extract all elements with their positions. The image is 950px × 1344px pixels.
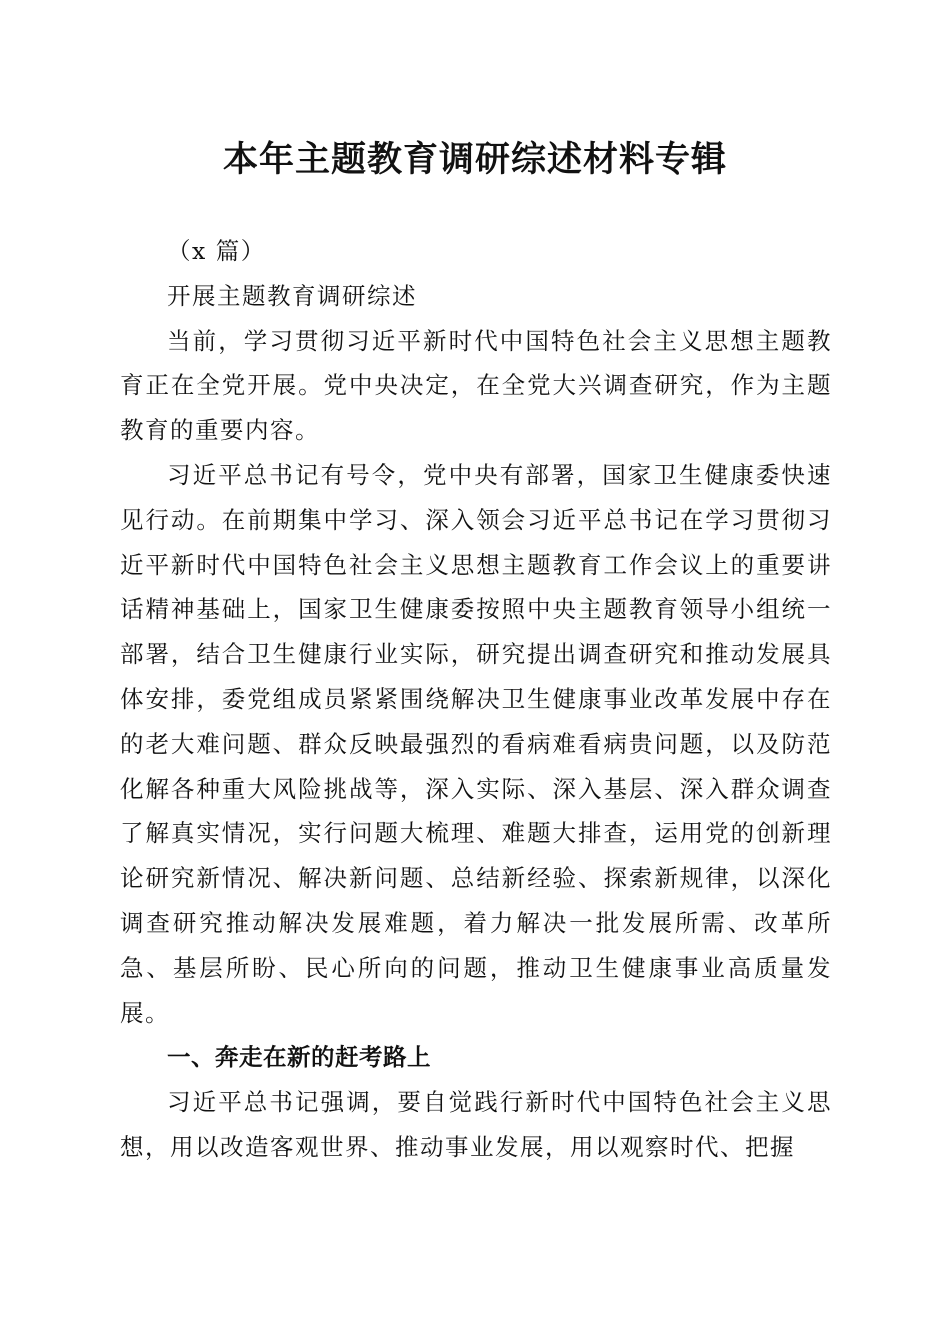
document-body [120, 229, 832, 1170]
paragraph-section-start: 习近平总书记强调，要自觉践行新时代中国特色社会主义思想，用以改造客观世界、推动事业发展，用以观察时代、把握 [120, 1088, 832, 1161]
article-count-label: （x 篇） [167, 237, 266, 265]
paragraph-main: 习近平总书记有号令，党中央有部署，国家卫生健康委快速见行动。在前期集中学习、深入领会习近平总书记在学习贯彻习近平新时代中国特色社会主义思想主题教育工作会议上的重要讲话精神基础上，国家卫生健康委按照中央主题教育领导小组统一部署，结合卫生健康行业实际，研究提出调查研究和推动发展具体安排，委党组成员紧紧围绕解决卫生健康事业改革发展中存在的老大难问题、群众反映最强烈的看病难看病贵问题，以及防范化解各种重大风险挑战等，深入实际、深入基层、深入群众调查了解真实情况，实行问题大梳理、难题大排查，运用党的创新理论研究新情况、解决新问题、总结新经验、探索新规律，以深化调查研究推动解决发展难题，着力解决一批发展所需、改革所急、基层所盼、民心所向的问题，推动卫生健康事业高质量发展。 [120, 460, 832, 1027]
paragraph-intro: 当前，学习贯彻习近平新时代中国特色社会主义思想主题教育正在全党开展。党中央决定，在全党大兴调查研究，作为主题教育的重要内容。 [120, 326, 832, 445]
document-title: 本年主题教育调研综述材料专辑 [222, 139, 727, 180]
article-title: 开展主题教育调研综述 [167, 281, 417, 310]
section-heading: 一、奔走在新的赶考路上 [167, 1043, 431, 1072]
